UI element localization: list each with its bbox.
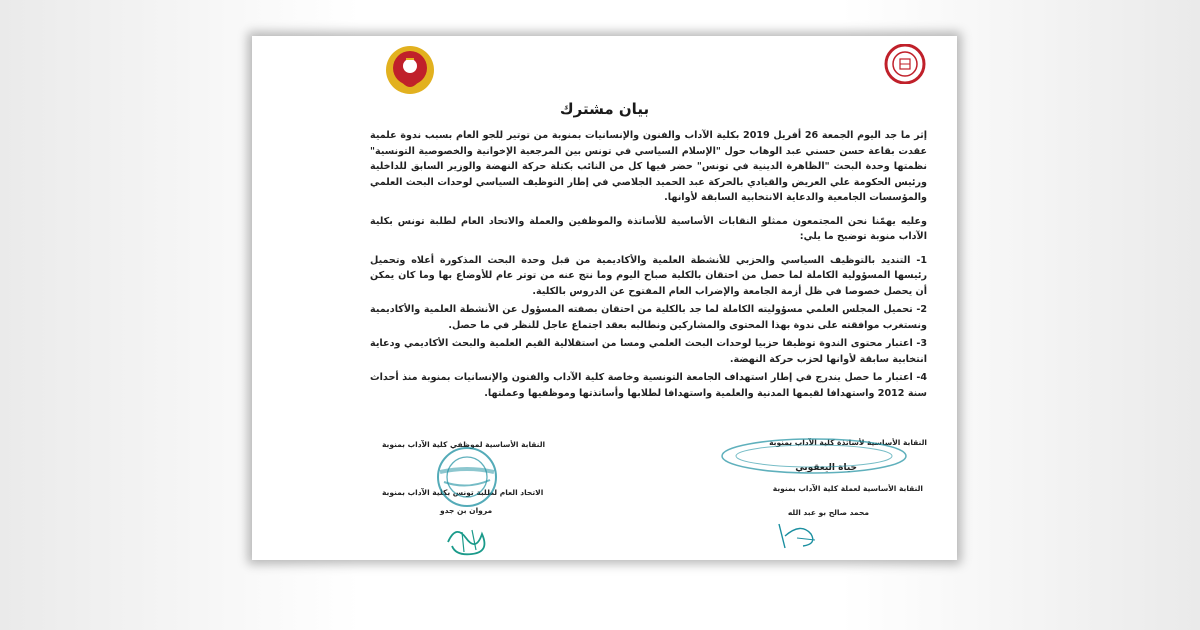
statement-body — [370, 128, 927, 404]
union-emblem-logo — [382, 44, 438, 96]
student-signature-scribble — [442, 522, 498, 562]
signatory-org-professors: النقابة الأساسية لأساتذة كلية الآداب بمنوبة — [769, 438, 927, 447]
list-item: 4- اعتبار ما حصل يندرج في إطار استهداف الجامعة التونسية وخاصة كلية الآداب والفنون والإنسانيات بمنوبة منذ أحداث سنة 2012 واستهدافا لقيمها المدنية والعلمية واستهدافا لطلابها وأساتذتها وموظفيها وعملتها. — [370, 372, 927, 399]
workers-signature-scribble — [771, 518, 827, 556]
demands-list — [370, 253, 927, 402]
list-item: 3- اعتبار محتوى الندوة توظيفا حزبيا لوحدات البحث العلمي ومسا من استقلالية القيم العلمية والبحث الأكاديمي ودعاية انتخابية سابقة لأوانها لحزب حركة النهضة. — [370, 338, 927, 365]
signatory-name-students: مروان بن جدو — [440, 506, 493, 515]
signatory-org-workers: النقابة الأساسية لعملة كلية الآداب بمنوبة — [772, 484, 923, 493]
labor-union-seal-logo — [883, 44, 927, 84]
statement-sheet — [252, 36, 957, 560]
signatory-org-students: الاتحاد العام لطلبة تونس بكلية الآداب بمنوبة — [382, 488, 544, 497]
intro-paragraph: إثر ما جد اليوم الجمعة 26 أفريل 2019 بكلية الآداب والفنون والإنسانيات بمنوبة من توتير للجو العام بسبب ندوة علمية عقدت بقاعة حسن حسني عبد الوهاب حول "الإسلام السياسي في تونس بين المرجعية الإخوانية والخصوصية التونسية" نظمتها وحدة البحث "الظاهرة الدينية في تونس" حضر فيها كل من النائب بكتلة حركة النهضة والوزير السابق للداخلية ورئيس الحكومة علي العريض والقيادي بالحركة عبد الحميد الجلاصي في إطار التوظيف السياسي لوحدات البحث العلمي والمؤسسات الجامعية والدعاية الانتخابية السابقة لأوانها. — [370, 130, 927, 203]
list-item: 1- التنديد بالتوظيف السياسي والحزبي للأنشطة العلمية والأكاديمية من قبل وحدة البحث المذكورة أعلاه وتحميل رئيسها المسؤولية الكاملة لما حصل من احتقان بالكلية صباح اليوم وما نتج عنه من توتر عام للأوضاع بها وما كان يمكن أن يحصل خصوصا في ظل أزمة الجامعة والإضراب العام المفتوح عن الدروس بالكلية. — [370, 254, 927, 297]
signatory-org-staff: النقابة الأساسية لموظفي كلية الآداب بمنوبة — [382, 440, 546, 449]
lead-paragraph: وعليه يهمّنا نحن المجتمعون ممثلو النقابات الأساسية للأساتذة والموظفين والعملة والاتحاد العام لطلبة تونس بكلية الآداب منوبة توضيح ما يلي: — [370, 215, 927, 242]
signatory-name-professors: حياة اليعقوبي — [795, 463, 857, 473]
statement-title: بيان مشترك — [559, 100, 650, 118]
signatory-name-workers: محمد صالح بو عبد الله — [787, 508, 869, 517]
staff-union-round-stamp — [422, 446, 512, 512]
list-item: 2- تحميل المجلس العلمي مسؤوليته الكاملة لما جد بالكلية من احتقان بصفته المسؤول عن الأنشطة العلمية والأكاديمية ونستغرب موافقته على ندوة بهذا المحتوى والمشاركين ونطالبه بعقد اجتماع عاجل للنظر في ما حصل. — [370, 304, 927, 331]
professors-union-stamp — [719, 436, 909, 480]
